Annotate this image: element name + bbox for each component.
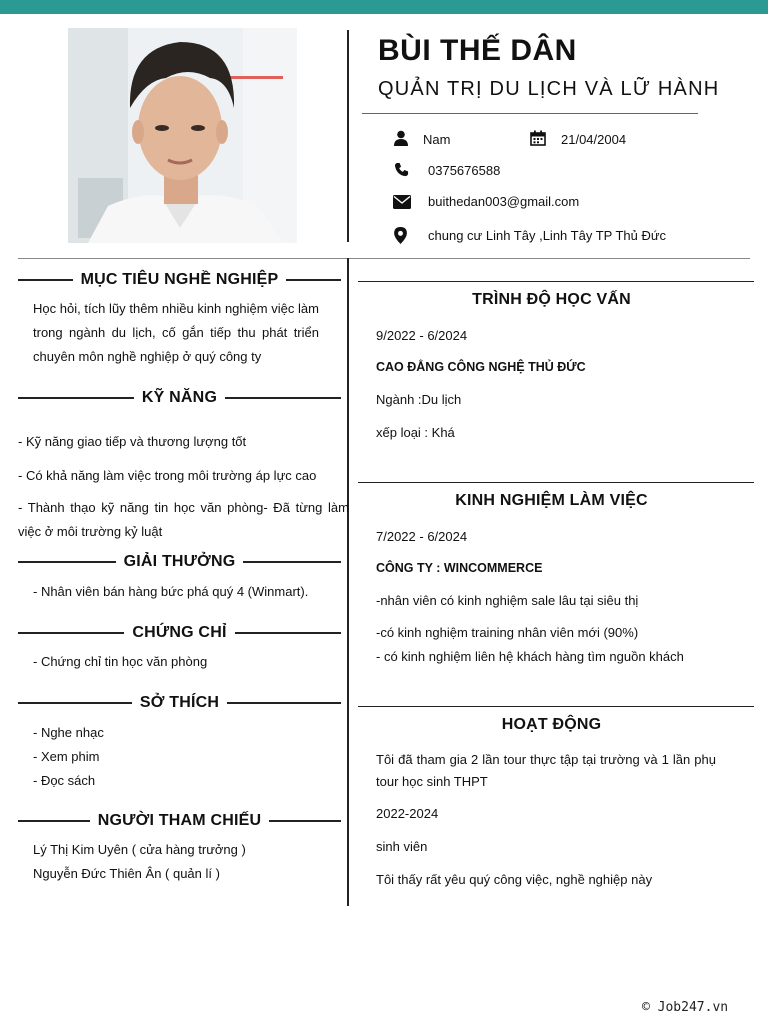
hobby-item: - Nghe nhạc [33,725,104,740]
experience-item: - có kinh nghiệm liên hệ khách hàng tìm nguồn khách [376,649,684,664]
education-grade: xếp loại : Khá [376,425,455,440]
email-text: buithedan003@gmail.com [428,194,580,209]
footer-copyright: © Job247.vn [642,1000,729,1015]
user-icon [392,129,410,147]
objective-section-header [18,271,341,289]
hobby-item: - Đọc sách [33,773,96,788]
objective-text: Học hỏi, tích lũy thêm nhiều kinh nghiệm việc làm trong ngành du lịch, cố gắn tiếp thu phát triển chuyên môn nghề nghiệp ở quý công ty [33,301,319,364]
header-divider-horizontal [18,258,750,259]
section-rule [18,702,132,704]
certificate-item: - Chứng chỉ tin học văn phòng [33,654,208,669]
education-major: Ngành :Du lịch [376,392,462,407]
certificates-section-header [18,624,341,642]
award-item: - Nhân viên bán hàng bức phá quý 4 (Winmart). [33,584,309,599]
candidate-name: BÙI THẾ DÂN [378,34,577,67]
activities-note: Tôi thấy rất yêu quý công việc, nghề nghiệp này [376,872,653,887]
section-rule [269,820,341,822]
profile-photo [68,28,297,243]
activities-rule [358,706,754,707]
experience-period: 7/2022 - 6/2024 [376,529,468,544]
education-school: CAO ĐẲNG CÔNG NGHỆ THỦ ĐỨC [376,360,586,374]
skill-item: - Có khả năng làm việc trong môi trường áp lực cao [18,468,317,483]
awards-section-header [18,553,341,571]
header-divider-vertical [347,30,349,242]
activities-role: sinh viên [376,839,428,854]
activities-title: HOẠT ĐỘNG [501,716,602,733]
awards-title: GIẢI THƯỞNG [123,553,236,570]
section-rule [227,702,341,704]
envelope-icon [393,193,411,211]
section-rule [18,632,124,634]
reference-item: Lý Thị Kim Uyên ( cửa hàng trưởng ) [33,842,246,857]
certificates-title: CHỨNG CHỈ [132,624,227,641]
experience-item: -nhân viên có kinh nghiệm sale lâu tại siêu thị [376,593,639,608]
section-rule [286,279,341,281]
section-rule [18,820,90,822]
skills-section-header [18,389,341,407]
birthday-text: 21/04/2004 [561,132,627,147]
objective-title: MỤC TIÊU NGHỀ NGHIỆP [80,271,279,288]
gender-text: Nam [423,132,451,147]
education-period: 9/2022 - 6/2024 [376,328,468,343]
section-rule [18,561,116,563]
references-title: NGƯỜI THAM CHIẾU [97,812,262,829]
map-pin-icon [391,226,409,244]
section-rule [225,397,341,399]
hobbies-section-header [18,694,341,712]
education-rule [358,281,754,282]
skill-item: - Kỹ năng giao tiếp và thương lượng tốt [18,434,247,449]
section-rule [235,632,341,634]
experience-rule [358,482,754,483]
phone-icon [392,160,410,178]
skill-item: - Thành thạo kỹ năng tin học văn phòng- Đã từng làm việc ở môi trường kỷ luật [18,500,349,539]
references-section-header [18,812,341,830]
top-accent-bar [0,0,768,14]
candidate-position: QUẢN TRỊ DU LỊCH VÀ LỮ HÀNH [378,78,720,100]
section-rule [18,279,73,281]
calendar-icon [529,129,547,147]
section-rule [18,397,134,399]
body-divider-vertical [347,258,349,906]
education-title: TRÌNH ĐỘ HỌC VẤN [472,291,631,308]
hobby-item: - Xem phim [33,749,100,764]
phone-text: 0375676588 [428,163,501,178]
name-underline [362,113,698,114]
skills-title: KỸ NĂNG [141,389,218,406]
reference-item: Nguyễn Đức Thiên Ân ( quản lí ) [33,866,220,881]
experience-company: CÔNG TY : WINCOMMERCE [376,561,543,575]
address-text: chung cư Linh Tây ,Linh Tây TP Thủ Đức [428,228,667,243]
section-rule [243,561,341,563]
activities-text: Tôi đã tham gia 2 lần tour thực tập tại trường và 1 lần phụ tour học sinh THPT [376,752,716,789]
hobbies-title: SỞ THÍCH [139,694,220,711]
experience-item: -có kinh nghiệm training nhân viên mới (90%) [376,625,639,640]
experience-title: KINH NGHIỆM LÀM VIỆC [455,492,648,509]
activities-period: 2022-2024 [376,806,439,821]
